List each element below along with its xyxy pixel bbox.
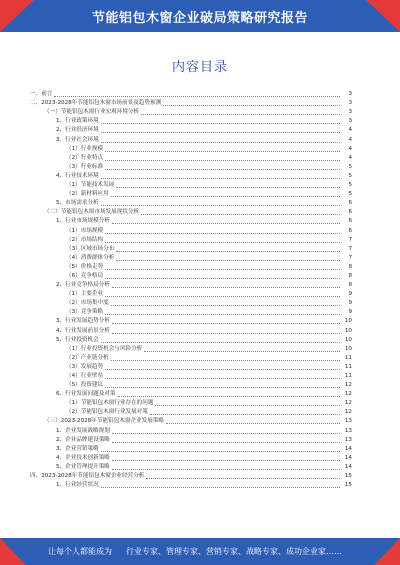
toc-entry-label: 3、行业发展趋势分析 [56, 318, 110, 325]
toc-entry[interactable] [30, 217, 352, 226]
toc-leader-dots [141, 114, 340, 115]
toc-entry[interactable] [30, 417, 352, 426]
toc-page-number: 15 [344, 473, 352, 480]
toc-entry-label: （1）行业规模 [66, 145, 104, 152]
toc-entry-label: （1）市场规模 [66, 227, 104, 234]
toc-entry[interactable] [30, 163, 352, 172]
toc-entry-label: （2）新材料应用 [66, 191, 109, 198]
report-title: 节能铝包木窗企业破局策略研究报告 [91, 11, 308, 26]
toc-entry[interactable] [30, 399, 352, 408]
toc-page-number: 12 [344, 391, 352, 398]
toc-entry-label: （6）竞争格局 [66, 272, 104, 279]
toc-leader-dots [146, 478, 340, 479]
toc-leader-dots [105, 378, 340, 379]
toc-entry[interactable] [30, 445, 352, 454]
toc-entry-label: （一）节能铝包木窗行业宏观环境分析 [44, 109, 140, 116]
toc-entry-label: （4）行业壁垒 [66, 373, 104, 379]
toc-leader-dots [105, 296, 340, 297]
toc-page-number: 13 [344, 418, 352, 425]
toc-page-number: 14 [344, 445, 352, 452]
toc-leader-dots [105, 169, 340, 170]
toc-entry-label: （1）节能铝包木窗行业存在的问题 [66, 400, 154, 407]
toc-leader-dots [105, 387, 340, 388]
toc-entry-label: （二）节能铝包木窗市场发展现状分析 [44, 209, 140, 216]
toc-leader-dots [163, 105, 340, 106]
toc-entry[interactable] [30, 363, 352, 372]
toc-entry-label: 3、行业社会环境 [56, 136, 99, 143]
toc-entry-label: 1、行业经营状况 [56, 482, 99, 489]
toc-entry[interactable] [30, 226, 352, 235]
toc-page-number: 12 [344, 400, 352, 407]
toc-entry[interactable] [30, 108, 352, 117]
toc-page-number: 10 [344, 336, 352, 343]
toc-leader-dots [166, 423, 340, 424]
toc-entry-label: （2）行业特点 [66, 154, 104, 161]
toc-page-number: 5 [348, 191, 352, 198]
toc-entry[interactable] [30, 299, 352, 308]
toc-leader-dots [144, 351, 340, 352]
toc-page-number: 14 [344, 454, 352, 461]
toc-entry[interactable] [30, 381, 352, 390]
toc-leader-dots [116, 187, 340, 188]
toc-leader-dots [112, 333, 340, 334]
toc-entry-label: 1、企业发展战略规划 [56, 427, 110, 434]
toc-entry-label: 一、前言 [30, 91, 53, 98]
toc-page-number: 3 [348, 100, 352, 107]
table-of-contents [30, 90, 352, 490]
toc-entry[interactable] [30, 281, 352, 290]
toc-entry[interactable] [30, 426, 352, 435]
toc-page-number: 9 [348, 300, 352, 307]
toc-leader-dots [112, 433, 340, 434]
toc-leader-dots [112, 223, 340, 224]
toc-page-number: 13 [344, 427, 352, 434]
toc-page-number: 8 [348, 263, 352, 270]
toc-entry[interactable] [30, 181, 352, 190]
toc-leader-dots [111, 305, 340, 306]
toc-page-number: 4 [348, 154, 352, 161]
toc-page-number: 8 [348, 272, 352, 279]
footer-slogan: 让每个人都能成为 [48, 547, 112, 556]
header-banner [0, 0, 400, 32]
toc-entry-label: （2）市场集中度 [66, 300, 109, 307]
toc-entry-label: 5、市场需求分析 [56, 200, 99, 207]
toc-heading: 内容目录 [171, 60, 228, 75]
toc-leader-dots [101, 487, 340, 488]
toc-entry-label: （3）竞争策略 [66, 309, 104, 316]
toc-page-number: 7 [348, 236, 352, 243]
toc-leader-dots [116, 260, 340, 261]
toc-leader-dots [105, 314, 340, 315]
toc-entry[interactable] [30, 199, 352, 208]
toc-entry-label: （1）节能技术发展 [66, 182, 115, 189]
toc-leader-dots [101, 451, 340, 452]
toc-leader-dots [112, 460, 340, 461]
toc-entry-label: 1、行业政策环境 [56, 118, 99, 125]
toc-page-number: 8 [348, 282, 352, 289]
toc-entry[interactable] [30, 245, 352, 254]
toc-entry[interactable] [30, 326, 352, 335]
toc-entry[interactable] [30, 308, 352, 317]
toc-entry[interactable] [30, 154, 352, 163]
toc-page-number: 3 [348, 109, 352, 116]
toc-leader-dots [101, 342, 340, 343]
toc-page-number: 10 [344, 318, 352, 325]
toc-entry-label: （3）区域市场分布 [66, 245, 115, 252]
toc-entry[interactable] [30, 481, 352, 490]
toc-leader-dots [112, 287, 340, 288]
toc-entry-label: 5、行业投资机会 [56, 336, 99, 343]
toc-entry-label: 2、行业经济环境 [56, 127, 99, 134]
footer-banner [0, 538, 400, 565]
toc-entry[interactable] [30, 390, 352, 399]
toc-leader-dots [105, 278, 340, 279]
toc-entry-label: （三）2023-2028年节能铝包木窗企业发展策略 [44, 418, 164, 425]
toc-entry[interactable] [30, 254, 352, 263]
toc-entry[interactable] [30, 190, 352, 199]
toc-entry-label: （2）产业链分析 [66, 354, 109, 361]
toc-page-number: 10 [344, 345, 352, 352]
toc-page-number: 11 [344, 363, 352, 370]
footer-right-accent [374, 538, 400, 565]
toc-entry[interactable] [30, 463, 352, 472]
toc-leader-dots [54, 96, 340, 97]
toc-entry[interactable] [30, 135, 352, 144]
toc-page-number: 15 [344, 482, 352, 489]
toc-leader-dots [105, 242, 340, 243]
toc-entry[interactable] [30, 354, 352, 363]
toc-entry[interactable] [30, 336, 352, 345]
toc-leader-dots [155, 405, 340, 406]
toc-page-number: 3 [348, 91, 352, 98]
toc-entry-label: 2、行业竞争格局分析 [56, 282, 110, 289]
toc-leader-dots [112, 469, 340, 470]
toc-page-number: 9 [348, 291, 352, 298]
toc-entry[interactable] [30, 117, 352, 126]
footer-left-accent [0, 538, 26, 565]
toc-page-number: 12 [344, 409, 352, 416]
toc-leader-dots [116, 251, 340, 252]
toc-leader-dots [111, 196, 340, 197]
toc-entry[interactable] [30, 263, 352, 272]
toc-entry[interactable] [30, 372, 352, 381]
toc-leader-dots [101, 132, 340, 133]
toc-entry-label: 二、2023-2028年节能铝包木窗市场前景及趋势预测 [30, 100, 162, 107]
toc-leader-dots [105, 369, 340, 370]
toc-entry-label: （4）消费群体分析 [66, 254, 115, 261]
toc-page-number: 7 [348, 245, 352, 252]
toc-page-number: 5 [348, 163, 352, 170]
toc-entry-label: 3、企业营销策略 [56, 445, 99, 452]
toc-leader-dots [112, 442, 340, 443]
toc-leader-dots [101, 123, 340, 124]
toc-entry-label: （5）价格走势 [66, 263, 104, 270]
toc-entry[interactable] [30, 208, 352, 217]
toc-entry-label: 5、企业管理提升策略 [56, 463, 110, 470]
toc-entry-label: （1）主要企业 [66, 291, 104, 298]
toc-page-number: 6 [348, 227, 352, 234]
toc-leader-dots [111, 360, 340, 361]
toc-page-number: 6 [348, 218, 352, 225]
toc-leader-dots [105, 160, 340, 161]
toc-entry-label: 6、行业发展问题及对策 [56, 391, 116, 398]
toc-leader-dots [101, 142, 340, 143]
toc-page-number: 4 [348, 145, 352, 152]
toc-page-number: 12 [344, 382, 352, 389]
toc-leader-dots [101, 205, 340, 206]
toc-leader-dots [105, 233, 340, 234]
toc-entry-label: 1、行业市场规模分析 [56, 218, 110, 225]
toc-entry-label: 2、企业品牌建设策略 [56, 436, 110, 443]
toc-entry-label: （2）节能铝包木窗行业发展对策 [66, 409, 148, 416]
toc-entry-label: （1）行业投资机会与风险分析 [66, 345, 143, 352]
toc-page-number: 9 [348, 309, 352, 316]
toc-entry-label: （5）投资建议 [66, 382, 104, 389]
toc-entry[interactable] [30, 272, 352, 281]
toc-page-number: 5 [348, 172, 352, 179]
toc-page-number: 7 [348, 254, 352, 261]
toc-leader-dots [141, 214, 340, 215]
toc-entry[interactable] [30, 345, 352, 354]
toc-entry[interactable] [30, 436, 352, 445]
toc-page-number: 6 [348, 200, 352, 207]
footer-roles: 行业专家、管理专家、营销专家、战略专家、成功企业家…… [126, 547, 342, 556]
toc-entry[interactable] [30, 317, 352, 326]
toc-entry[interactable] [30, 172, 352, 181]
toc-leader-dots [101, 178, 340, 179]
toc-page-number: 3 [348, 118, 352, 125]
toc-entry-label: （3）行业标准 [66, 163, 104, 170]
toc-entry[interactable] [30, 454, 352, 463]
toc-entry[interactable] [30, 472, 352, 481]
toc-leader-dots [112, 323, 340, 324]
toc-entry-label: （2）市场结构 [66, 236, 104, 243]
toc-entry-label: （3）发展趋势 [66, 363, 104, 370]
toc-entry[interactable] [30, 236, 352, 245]
toc-page-number: 13 [344, 436, 352, 443]
toc-entry[interactable] [30, 99, 352, 108]
toc-entry[interactable] [30, 90, 352, 99]
toc-page-number: 14 [344, 463, 352, 470]
toc-leader-dots [105, 151, 340, 152]
toc-entry[interactable] [30, 290, 352, 299]
toc-entry[interactable] [30, 126, 352, 135]
toc-page-number: 5 [348, 182, 352, 189]
toc-entry[interactable] [30, 145, 352, 154]
toc-entry-label: 四、2023-2028年节能铝包木窗企业经营分析 [30, 473, 145, 480]
toc-entry-label: 4、行业发展前景分析 [56, 327, 110, 334]
toc-page-number: 10 [344, 327, 352, 334]
toc-entry-label: 4、行业技术环境 [56, 172, 99, 179]
toc-leader-dots [105, 269, 340, 270]
toc-page-number: 6 [348, 209, 352, 216]
toc-page-number: 11 [344, 373, 352, 379]
toc-page-number: 4 [348, 127, 352, 134]
toc-entry-label: 4、企业技术创新策略 [56, 454, 110, 461]
toc-leader-dots [150, 414, 340, 415]
toc-page-number: 11 [344, 354, 352, 361]
toc-page-number: 4 [348, 136, 352, 143]
toc-entry[interactable] [30, 408, 352, 417]
toc-leader-dots [118, 396, 341, 397]
